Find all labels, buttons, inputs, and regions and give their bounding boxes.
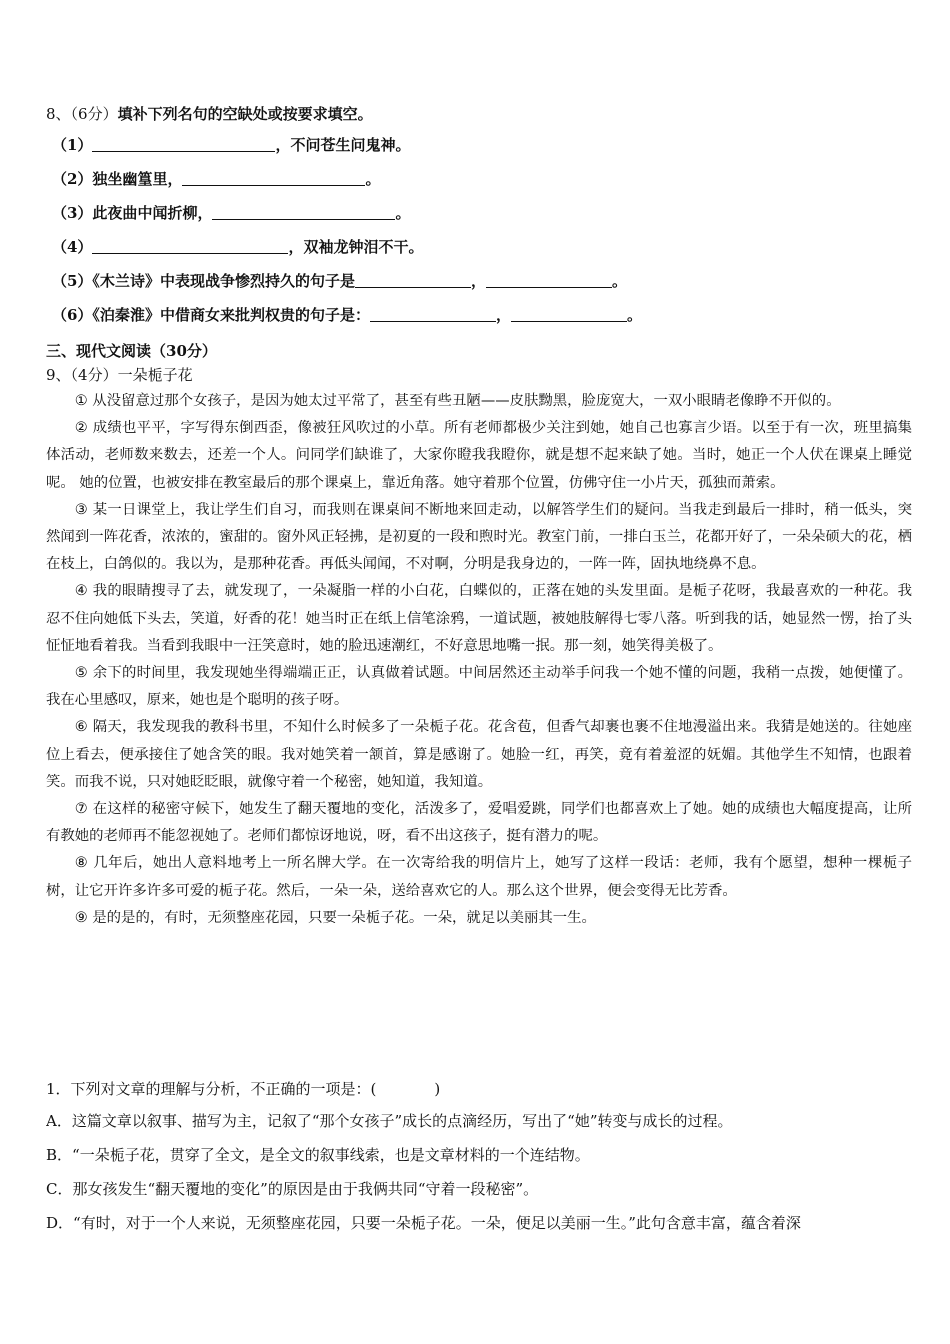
subquestion-1-stem	[46, 1074, 912, 1104]
subquestion-stem-text: 1．下列对文章的理解与分析，不正确的一项是：(	[46, 1080, 377, 1098]
fill-item-separator: ，	[470, 272, 486, 290]
fill-item-1	[46, 128, 916, 162]
passage-paragraph: ③ 某一日课堂上，我让学生们自习，而我则在课桌间不断地来回走动，以解答学生们的疑问。当我走到最后一排时，稍一低头，突然闻到一阵花香，浓浓的，蜜甜的。窗外风正轻拂，是初夏的一段和煦时光。教室门前，一排白玉兰，花都开好了，一朵朵硕大的花，栖在枝上，白鸽似的。我以为，是那种花香。再低头闻闻，不对啊，分明是我身边的，一阵一阵，固执地绕鼻不息。	[46, 501, 912, 573]
passage-paragraph: ⑦ 在这样的秘密守候下，她发生了翻天覆地的变化，活泼多了，爱唱爱跳，同学们也都喜欢上了她。她的成绩也大幅度提高，让所有教她的老师再不能忽视她了。老师们都惊讶地说，呀，看不出这孩子，挺有潜力的呢。	[46, 801, 912, 845]
fill-item-5	[46, 264, 916, 298]
question-8-number: 8、（6分）	[46, 105, 118, 123]
answer-blank[interactable]	[212, 201, 395, 220]
fill-item-suffix: 。	[626, 306, 642, 324]
fill-item-3	[46, 196, 916, 230]
option-d[interactable]: D．“有时，对于一个人来说，无须整座花园，只要一朵栀子花。一朵，便足以美丽一生。”此句含意丰富，蕴含着深	[46, 1214, 801, 1232]
fill-item-prefix: （2）独坐幽篁里，	[52, 170, 183, 188]
answer-blank[interactable]	[370, 303, 496, 322]
passage-paragraph: ⑨ 是的是的，有时，无须整座花园，只要一朵栀子花。一朵，就足以美丽其一生。	[74, 909, 596, 926]
passage-paragraph: ② 成绩也平平，字写得东倒西歪，像被狂风吹过的小草。所有老师都极少关注到她，她自己也寡言少语。以至于有一次，班里搞集体活动，老师数来数去，还差一个人。问同学们缺谁了，大家你瞪我我瞪你，就是想不起来缺了她。当时，她正一个人伏在课桌上睡觉呢。 她的位置，也被安排在教室最后的那个课桌上，靠近角落。她守着那个位置，仿佛守住一小片天，孤独而萧索。	[46, 420, 912, 491]
answer-blank[interactable]	[355, 269, 471, 288]
question-8-header	[46, 100, 916, 128]
answer-blank[interactable]	[486, 269, 612, 288]
fill-item-suffix: 。	[365, 170, 381, 188]
fill-item-prefix: （4）	[52, 238, 93, 256]
option-a[interactable]: A．这篇文章以叙事、描写为主，记叙了“那个女孩子”成长的点滴经历，写出了“她”转变与成长的过程。	[46, 1112, 733, 1130]
option-b[interactable]: B．“一朵栀子花，贯穿了全文，是全文的叙事线索，也是文章材料的一个连结物。	[46, 1146, 590, 1164]
subquestion-stem-close: )	[434, 1080, 441, 1098]
fill-item-suffix: ，不问苍生问鬼神。	[275, 136, 411, 154]
option-c[interactable]: C．那女孩发生“翻天覆地的变化”的原因是由于我俩共同“守着一段秘密”。	[46, 1180, 539, 1198]
question-8-instruction: 填补下列名句的空缺处或按要求填空。	[117, 105, 373, 123]
fill-item-2	[46, 162, 916, 196]
passage-paragraph: ⑥ 隔天，我发现我的教科书里，不知什么时候多了一朵栀子花。花含苞，但香气却裹也裹不住地漫溢出来。我猜是她送的。往她座位上看去，便承接住了她含笑的眼。我对她笑着一颔首，算是感谢了。她脸一红，再笑，竟有着羞涩的妩媚。其他学生不知情，也跟着笑。而我不说，只对她眨眨眼，就像守着一个秘密，她知道，我知道。	[46, 719, 912, 790]
passage-paragraph: ① 从没留意过那个女孩子，是因为她太过平常了，甚至有些丑陋——皮肤黝黑，脸庞宽大，一双小眼睛老像睁不开似的。	[74, 393, 841, 409]
answer-blank[interactable]	[182, 167, 365, 186]
passage-paragraph: ⑧ 几年后，她出人意料地考上一所名牌大学。在一次寄给我的明信片上，她写了这样一段话：老师，我有个愿望，想种一棵栀子树，让它开许多许多可爱的栀子花。然后，一朵一朵，送给喜欢它的人。那么这个世界，便会变得无比芳香。	[46, 855, 912, 899]
answer-blank[interactable]	[92, 235, 288, 254]
fill-item-prefix: （3）此夜曲中闻折柳，	[52, 204, 213, 222]
fill-item-prefix: （5）《木兰诗》中表现战争惨烈持久的句子是	[52, 272, 355, 290]
fill-item-suffix: ，双袖龙钟泪不干。	[288, 238, 424, 256]
passage-paragraph: ④ 我的眼睛搜寻了去，就发现了，一朵凝脂一样的小白花，白蝶似的，正落在她的头发里面。是栀子花呀，我最喜欢的一种花。我忍不住向她低下头去，笑道，好香的花！她当时正在纸上信笔涂鸦，一道试题，被她肢解得七零八落。听到我的话，她显然一愣，抬了头怔怔地看着我。当看到我眼中一汪笑意时，她的脸迅速潮红，不好意思地嘴一抿。那一刻，她笑得美极了。	[46, 583, 912, 654]
fill-item-prefix: （6）《泊秦淮》中借商女来批判权贵的句子是：	[52, 306, 370, 324]
answer-blank[interactable]	[92, 133, 275, 152]
fill-item-prefix: （1）	[52, 136, 93, 154]
fill-item-4	[46, 230, 916, 264]
answer-blank[interactable]	[511, 303, 627, 322]
question-8	[46, 100, 916, 332]
reading-passage	[46, 388, 912, 932]
question-9-subquestions	[46, 1074, 912, 1240]
section-3-heading: 三、现代文阅读（30分）	[46, 342, 217, 360]
passage-paragraph: ⑤ 余下的时间里，我发现她坐得端端正正，认真做着试题。中间居然还主动举手问我一个她不懂的问题，我稍一点拨，她便懂了。我在心里感叹，原来，她也是个聪明的孩子呀。	[46, 665, 912, 709]
question-9-title: 9、（4分）一朵栀子花	[46, 366, 193, 384]
fill-item-suffix: 。	[395, 204, 411, 222]
fill-item-suffix: 。	[611, 272, 627, 290]
fill-item-separator: ，	[495, 306, 511, 324]
fill-item-6	[46, 298, 916, 332]
